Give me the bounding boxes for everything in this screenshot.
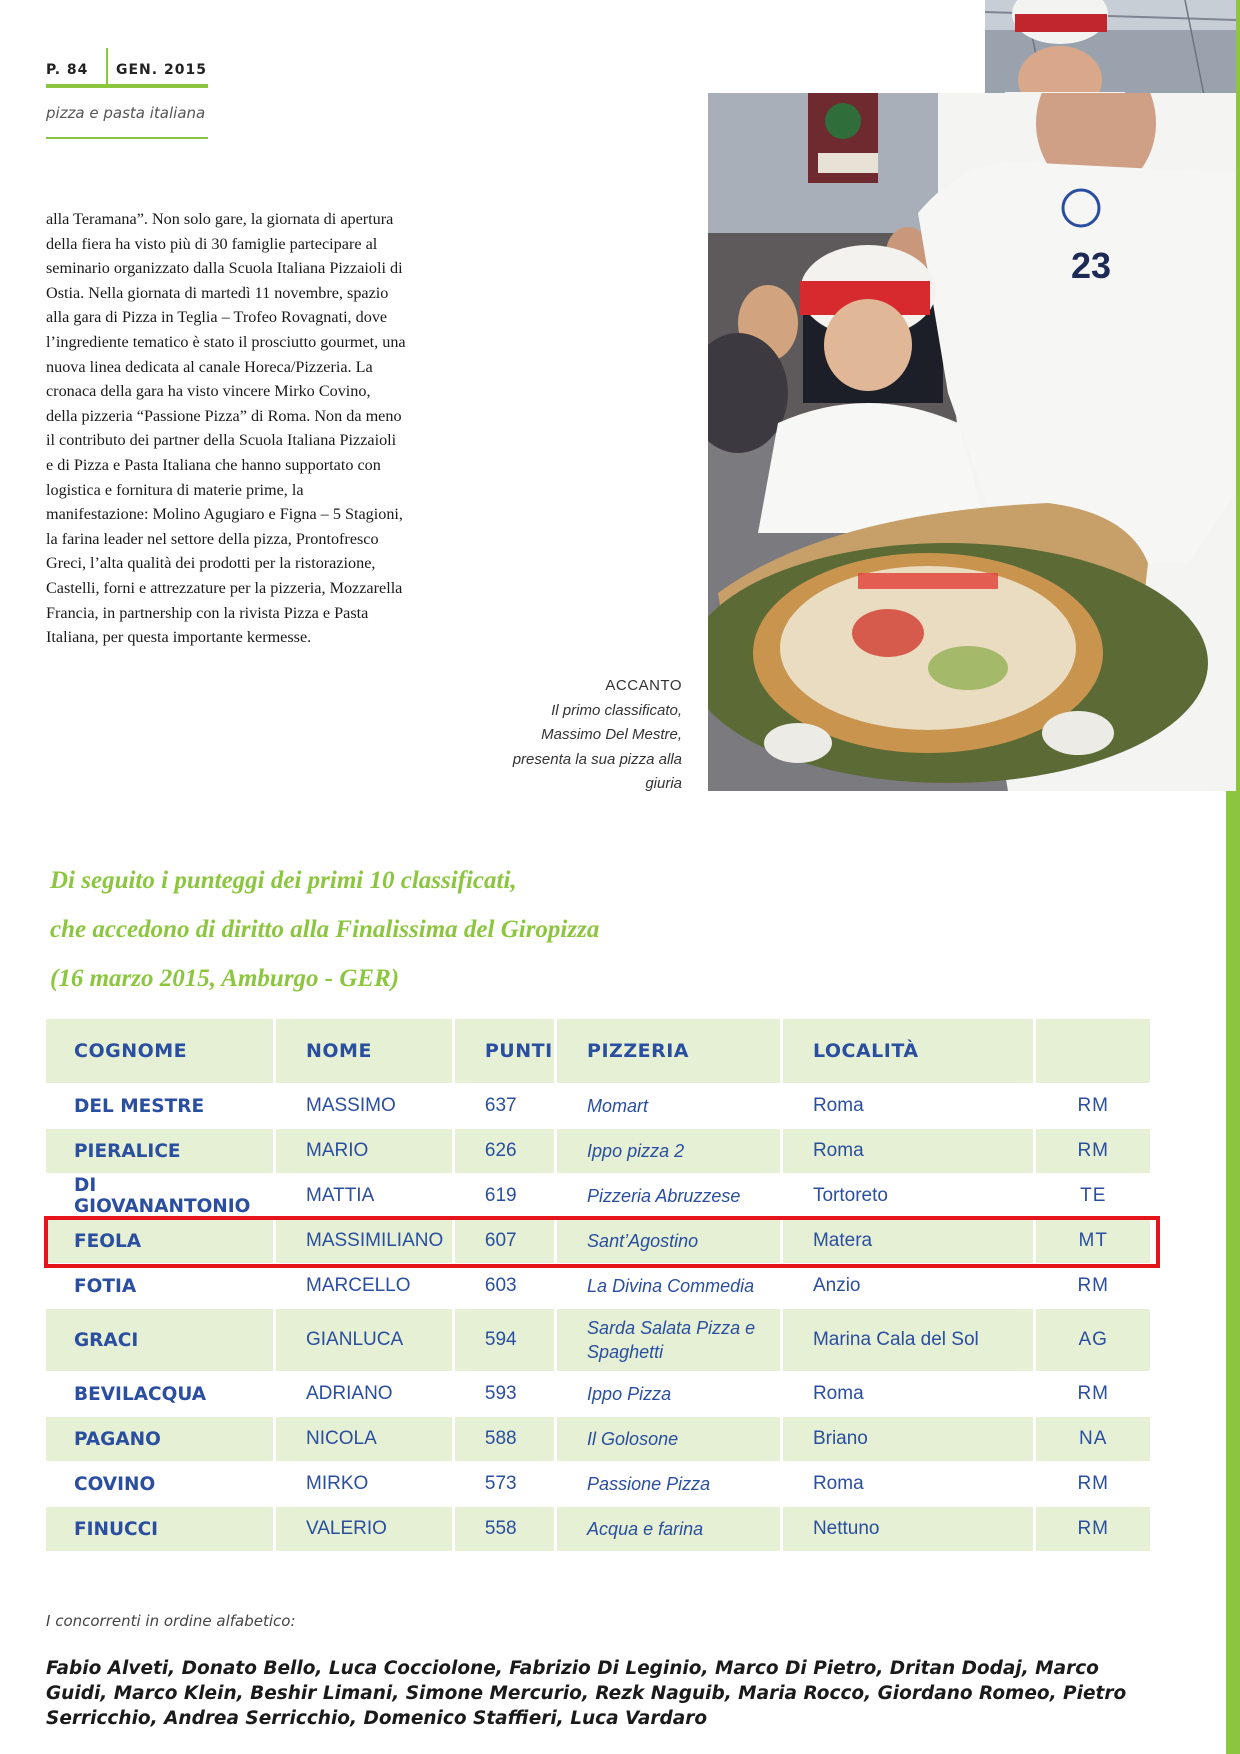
table-row — [46, 1308, 1150, 1371]
table-header-row — [46, 1019, 1150, 1083]
ranking-table — [46, 1019, 1156, 1551]
cell-nome: VALERIO — [276, 1506, 452, 1551]
intro-line-1: Di seguito i punteggi dei primi 10 classificati, — [50, 867, 517, 894]
cell-localita: Roma — [783, 1371, 1034, 1416]
table-row — [46, 1173, 1150, 1218]
cell-punti: 558 — [455, 1506, 554, 1551]
cell-punti: 603 — [455, 1263, 554, 1308]
header-rule-bottom — [46, 137, 208, 139]
cell-nome: NICOLA — [276, 1416, 452, 1461]
cell-punti: 588 — [455, 1416, 554, 1461]
cell-nome: ADRIANO — [276, 1371, 452, 1416]
table-row — [46, 1083, 1150, 1128]
table-row — [46, 1461, 1150, 1506]
cell-nome: MARCELLO — [276, 1263, 452, 1308]
chef-and-child-photo — [708, 93, 1236, 791]
cell-localita: Roma — [783, 1128, 1034, 1173]
magazine-name: pizza e pasta italiana — [46, 104, 206, 122]
cell-pizzeria: Sant’Agostino — [557, 1218, 780, 1263]
cell-cognome: DEL MESTRE — [46, 1083, 273, 1128]
cell-localita: Briano — [783, 1416, 1034, 1461]
cell-punti: 594 — [455, 1308, 554, 1371]
cell-punti: 619 — [455, 1173, 554, 1218]
table-row-highlighted — [46, 1218, 1150, 1263]
cell-pizzeria: Pizzeria Abruzzese — [557, 1173, 780, 1218]
header-nome: NOME — [276, 1019, 452, 1083]
cell-provincia: RM — [1036, 1128, 1150, 1173]
cell-cognome: FEOLA — [46, 1218, 273, 1263]
cell-pizzeria: Passione Pizza — [557, 1461, 780, 1506]
cell-punti: 607 — [455, 1218, 554, 1263]
cell-pizzeria: Ippo pizza 2 — [557, 1128, 780, 1173]
cell-localita: Anzio — [783, 1263, 1034, 1308]
header-punti: PUNTI — [455, 1019, 554, 1083]
header-localita: LOCALITÀ — [783, 1019, 1034, 1083]
cell-cognome: COVINO — [46, 1461, 273, 1506]
table-row — [46, 1416, 1150, 1461]
cell-punti: 593 — [455, 1371, 554, 1416]
cell-pizzeria: Sarda Salata Pizza e Spaghetti — [557, 1308, 780, 1371]
cell-provincia: RM — [1036, 1263, 1150, 1308]
cell-localita: Matera — [783, 1218, 1034, 1263]
caption-text: Il primo classificato, Massimo Del Mestre, presenta la sua pizza alla giuria — [512, 701, 682, 793]
cell-cognome: FINUCCI — [46, 1506, 273, 1551]
cell-nome: MARIO — [276, 1128, 452, 1173]
caption-title: ACCANTO — [605, 677, 682, 694]
cell-nome: MASSIMO — [276, 1083, 452, 1128]
photo-top-extension — [985, 0, 1236, 100]
cell-provincia: RM — [1036, 1371, 1150, 1416]
cell-localita: Nettuno — [783, 1506, 1034, 1551]
cell-nome: GIANLUCA — [276, 1308, 452, 1371]
header-cognome: COGNOME — [46, 1019, 273, 1083]
page-header — [46, 48, 208, 140]
jacket-number: 23 — [1071, 245, 1112, 286]
ranking-intro — [50, 856, 1150, 1003]
cell-provincia: RM — [1036, 1461, 1150, 1506]
cell-cognome: PIERALICE — [46, 1128, 273, 1173]
cell-nome: MASSIMILIANO — [276, 1218, 452, 1263]
cell-punti: 573 — [455, 1461, 554, 1506]
cell-pizzeria: Il Golosone — [557, 1416, 780, 1461]
cell-nome: MATTIA — [276, 1173, 452, 1218]
cell-localita: Roma — [783, 1083, 1034, 1128]
contest-photo — [708, 93, 1236, 791]
cell-pizzeria: La Divina Commedia — [557, 1263, 780, 1308]
cell-provincia: RM — [1036, 1083, 1150, 1128]
cell-provincia: MT — [1036, 1218, 1150, 1263]
cell-localita: Tortoreto — [783, 1173, 1034, 1218]
cell-provincia: AG — [1036, 1308, 1150, 1371]
cell-cognome: DI GIOVANANTONIO — [46, 1173, 273, 1218]
cell-pizzeria: Acqua e farina — [557, 1506, 780, 1551]
page-number: P. 84 — [46, 62, 89, 78]
header-pizzeria: PIZZERIA — [557, 1019, 780, 1083]
table-row — [46, 1506, 1150, 1551]
cell-punti: 637 — [455, 1083, 554, 1128]
cell-cognome: PAGANO — [46, 1416, 273, 1461]
table-row — [46, 1371, 1150, 1416]
cell-pizzeria: Momart — [557, 1083, 780, 1128]
cell-cognome: GRACI — [46, 1308, 273, 1371]
cell-pizzeria: Ippo Pizza — [557, 1371, 780, 1416]
header-rule — [46, 84, 208, 88]
intro-line-3: (16 marzo 2015, Amburgo - GER) — [50, 965, 400, 992]
cell-provincia: NA — [1036, 1416, 1150, 1461]
article-body: alla Teramana”. Non solo gare, la giornata di apertura della fiera ha visto più di 30 famiglie partecipare al seminario organizzato dalla Scuola Italiana Pizzaioli di Ostia. Nella giornata di martedì 11 novembre, spazio alla gara di Pizza in Teglia – Trofeo Rovagnati, dove l’ingrediente tematico è stato il prosciutto gourmet, una nuova linea dedicata al canale Horeca/Pizzeria. La cronaca della gara ha visto vincere Mirko Covino, della pizzeria “Passione Pizza” di Roma. Non da meno il contributo dei partner della Scuola Italiana Pizzaioli e di Pizza e Pasta Italiana che hanno supportato con logistica e fornitura di materie prime, la manifestazione: Molino Agugiaro e Figna – 5 Stagioni, la farina leader nel settore della pizza, Prontofresco Greci, l’alta qualità dei prodotti per la ristorazione, Castelli, forni e attrezzature per la pizzeria, Mozzarella Francia, in partnership con la rivista Pizza e Pasta Italiana, per questa importante kermesse. — [46, 210, 406, 647]
table-row — [46, 1263, 1150, 1308]
intro-line-2: che accedono di diritto alla Finalissima del Giropizza — [50, 916, 600, 943]
issue-date: GEN. 2015 — [116, 62, 207, 78]
participants-list: Fabio Alveti, Donato Bello, Luca Cocciolone, Fabrizio Di Leginio, Marco Di Pietro, Dritan Dodaj, Marco Guidi, Marco Klein, Beshir Limani, Simone Mercurio, Rezk Naguib, Maria Rocco, Giordano Romeo, Pietro Serricchio, Andrea Serricchio, Domenico Staffieri, Luca Vardaro — [46, 1658, 1127, 1729]
header-divider — [106, 48, 108, 86]
cell-nome: MIRKO — [276, 1461, 452, 1506]
table-row — [46, 1128, 1150, 1173]
photo-caption — [490, 674, 682, 797]
cell-cognome: BEVILACQUA — [46, 1371, 273, 1416]
participants-label: I concorrenti in ordine alfabetico: — [46, 1612, 296, 1630]
cell-cognome: FOTIA — [46, 1263, 273, 1308]
cell-localita: Marina Cala del Sol — [783, 1308, 1034, 1371]
cell-localita: Roma — [783, 1461, 1034, 1506]
cell-provincia: RM — [1036, 1506, 1150, 1551]
header-provincia — [1036, 1019, 1150, 1083]
cell-provincia: TE — [1036, 1173, 1150, 1218]
cell-punti: 626 — [455, 1128, 554, 1173]
